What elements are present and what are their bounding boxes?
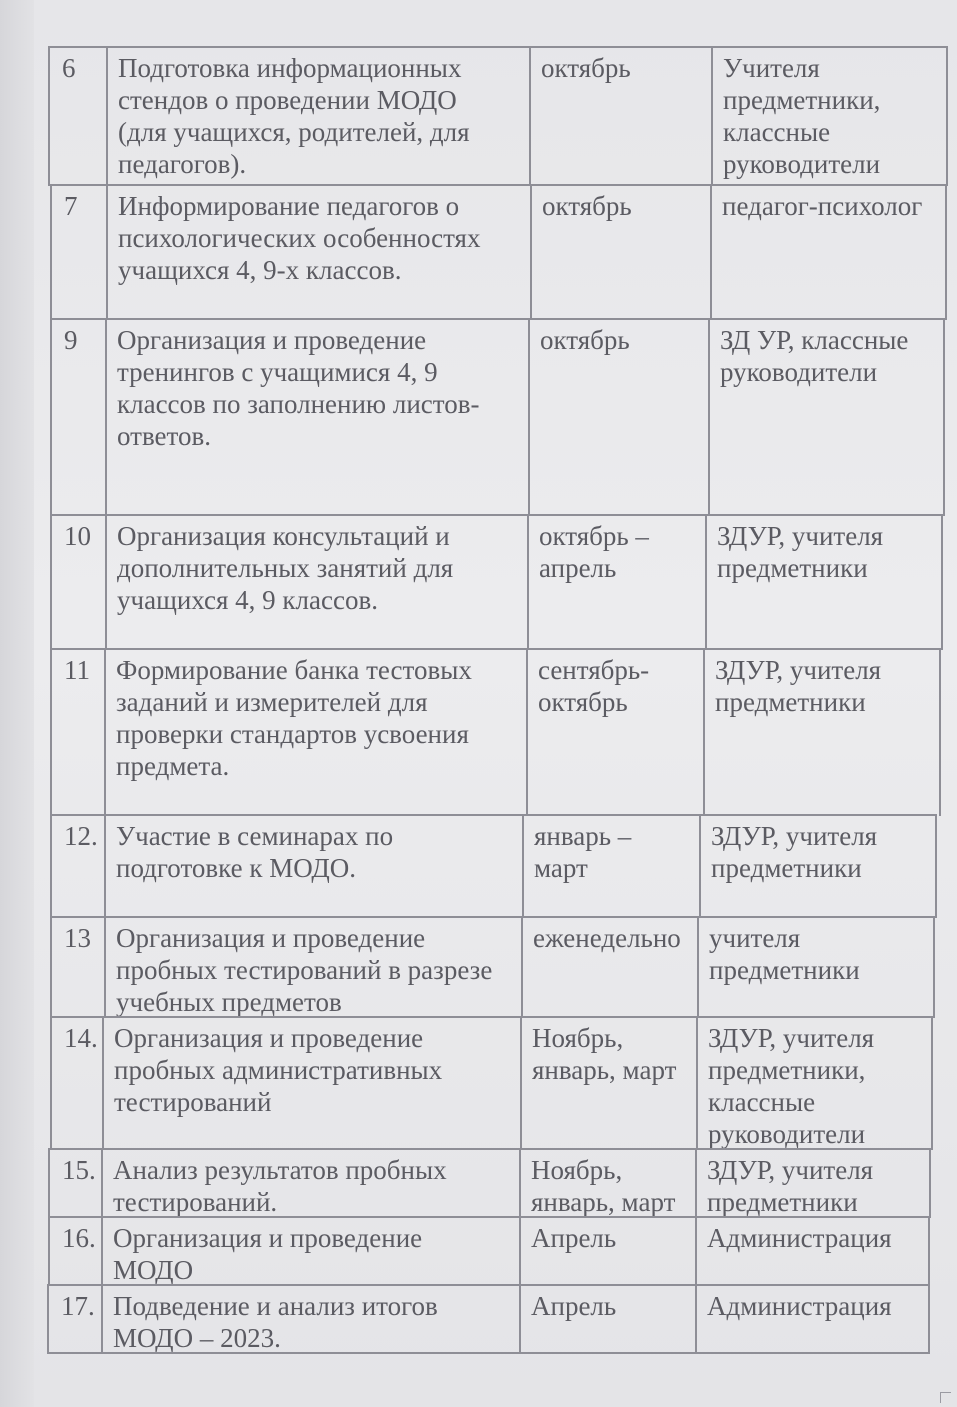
responsible-cell: ЗДУР, учителя предметники: [695, 1148, 931, 1218]
activity-cell: Информирование педагогов о психологических особенностях учащихся 4, 9-х классов.: [106, 184, 530, 320]
period-cell: сентябрь- октябрь: [526, 648, 703, 816]
period-cell: октябрь: [528, 318, 708, 516]
responsible-cell: ЗДУР, учителя предметники: [703, 648, 941, 816]
table-row: [50, 814, 937, 918]
responsible-cell: ЗД УР, классные руководители: [708, 318, 945, 516]
row-number: 16.: [48, 1216, 101, 1286]
period-cell: Ноябрь, январь, март: [519, 1148, 695, 1218]
table-row: [50, 916, 935, 1018]
table-row: [50, 184, 947, 320]
period-cell: Апрель: [519, 1216, 695, 1286]
period-cell: октябрь – апрель: [527, 514, 705, 650]
activity-cell: Организация и проведение пробных тестирований в разрезе учебных предметов: [104, 916, 521, 1018]
table-row: [47, 1284, 930, 1354]
activity-cell: Организация и проведение тренингов с учащимися 4, 9 классов по заполнению листов- ответов.: [105, 318, 528, 516]
row-number: 7: [50, 184, 106, 320]
period-cell: Апрель: [519, 1284, 695, 1354]
row-number: 6: [48, 46, 106, 186]
row-number: 17.: [47, 1284, 101, 1354]
activity-cell: Организация консультаций и дополнительных занятий для учащихся 4, 9 классов.: [105, 514, 527, 650]
table-row: [50, 514, 943, 650]
responsible-cell: Администрация: [695, 1216, 930, 1286]
row-number: 14.: [50, 1016, 102, 1150]
row-number: 10: [50, 514, 105, 650]
period-cell: Ноябрь, январь, март: [520, 1016, 696, 1150]
period-cell: октябрь: [529, 46, 711, 186]
row-number: 11: [50, 648, 104, 816]
responsible-cell: ЗДУР, учителя предметники, классные руководители: [696, 1016, 933, 1150]
activity-cell: Подготовка информационных стендов о проведении МОДО (для учащихся, родителей, для педагогов).: [106, 46, 529, 186]
table-row: [50, 1016, 933, 1150]
period-cell: еженедельно: [521, 916, 697, 1018]
responsible-cell: Учителя предметники, классные руководители: [711, 46, 948, 186]
row-number: 12.: [50, 814, 104, 918]
period-cell: октябрь: [530, 184, 710, 320]
table-row: [48, 46, 948, 186]
row-number: 13: [50, 916, 104, 1018]
responsible-cell: ЗДУР, учителя предметники: [699, 814, 937, 918]
table-row: [48, 1216, 930, 1286]
responsible-cell: Администрация: [695, 1284, 930, 1354]
activity-cell: Формирование банка тестовых заданий и измерителей для проверки стандартов усвоения предмета.: [104, 648, 526, 816]
responsible-cell: учителя предметники: [697, 916, 935, 1018]
activity-cell: Анализ результатов пробных тестирований.: [101, 1148, 519, 1218]
page-corner-mark: [940, 1392, 951, 1403]
activity-cell: Организация и проведение МОДО: [101, 1216, 519, 1286]
responsible-cell: ЗДУР, учителя предметники: [705, 514, 943, 650]
activity-cell: Участие в семинарах по подготовке к МОДО.: [104, 814, 522, 918]
activity-cell: Подведение и анализ итогов МОДО – 2023.: [101, 1284, 519, 1354]
table-row: [50, 648, 941, 816]
table-row: [50, 318, 945, 516]
period-cell: январь – март: [522, 814, 699, 918]
row-number: 15.: [48, 1148, 101, 1218]
activity-cell: Организация и проведение пробных административных тестирований: [102, 1016, 520, 1150]
responsible-cell: педагог-психолог: [710, 184, 947, 320]
table-row: [48, 1148, 931, 1218]
row-number: 9: [50, 318, 105, 516]
